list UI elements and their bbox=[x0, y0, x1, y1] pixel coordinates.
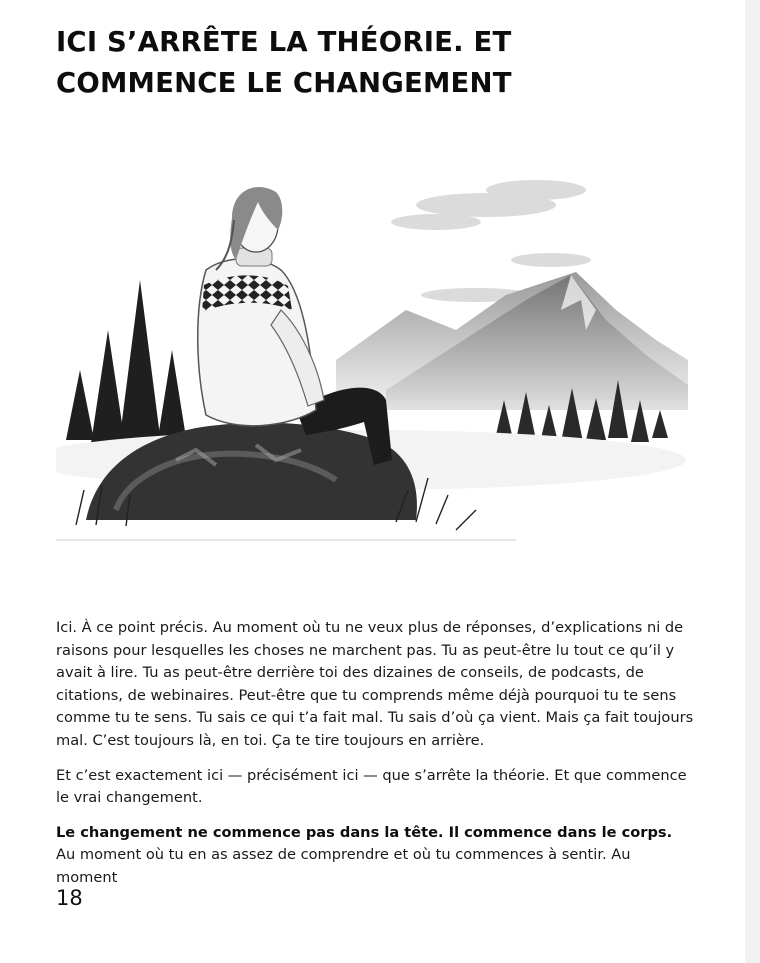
bold-lead: Le changement ne commence pas dans la tête. Il commence dans le corps. bbox=[56, 823, 673, 841]
paragraph-continuation: Au moment où tu en as assez de comprendre et où tu commences à sentir. Au moment bbox=[56, 846, 631, 886]
paragraph: Ici. À ce point précis. Au moment où tu ne veux plus de réponses, d’explications ni de raisons pour lesquelles les choses ne marchent pas. Tu as peut-être lu tout ce qu’il y avait à lire. Tu as peut-être derrière toi des dizaines de conseils, de podcasts, de citations, de webinaires. Peut-être que tu comprends même déjà pourquoi tu te sens comme tu te sens. Tu sais ce qui t’a fait mal. Tu sais d’où ça vient. Mais ça fait toujours mal. C’est toujours là, en toi. Ça te tire toujours en arrière. bbox=[56, 619, 694, 749]
woman-figure bbox=[198, 187, 392, 465]
paragraph-emphasis bbox=[56, 822, 696, 890]
page-number: 18 bbox=[56, 886, 83, 910]
page-edge bbox=[745, 0, 760, 963]
illustration-woman-on-rock bbox=[56, 160, 688, 570]
body-text bbox=[56, 617, 696, 902]
paragraph: Et c’est exactement ici — précisément ici — que s’arrête la théorie. Et que commence le vrai changement. bbox=[56, 766, 687, 807]
tree-line-left bbox=[66, 280, 188, 452]
chapter-title: ICI S’ARRÊTE LA THÉORIE. ET COMMENCE LE CHANGEMENT bbox=[56, 26, 512, 99]
